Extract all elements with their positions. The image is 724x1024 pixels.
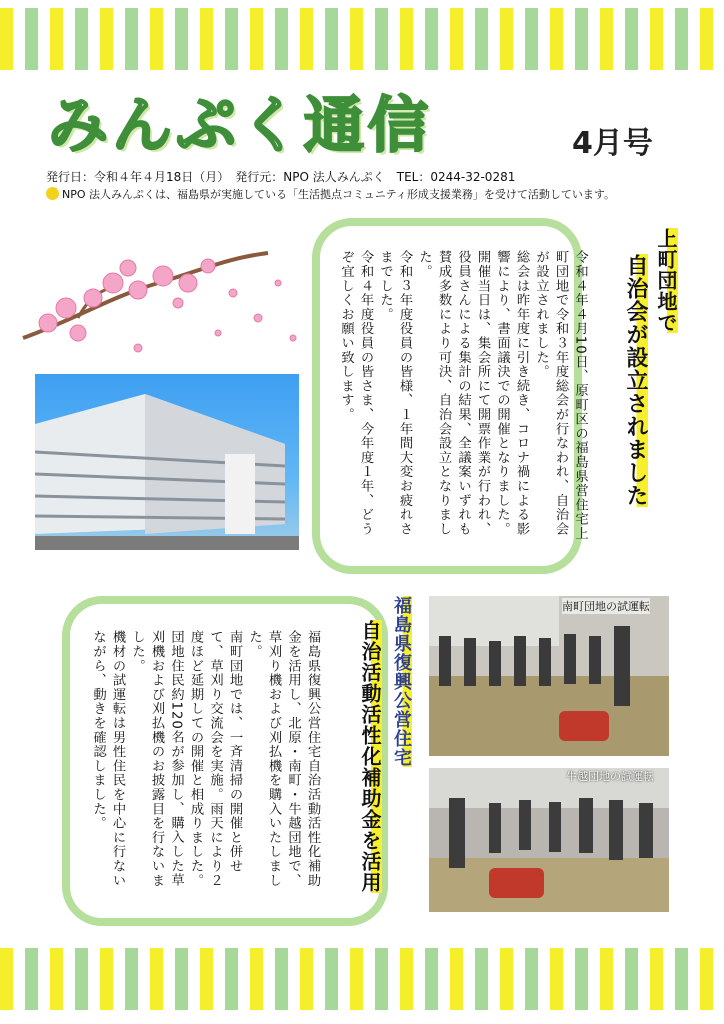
article1-title-line2: 自治会が設立されました — [623, 254, 648, 507]
paragraph: 総会は昨年度に引き続き、コロナ禍による影響により、書面議決での開催となりました。開催当日は、集会所にて開票作業が行われ、役員さんによる集計の結果、全議案いずれも賛成多数により可決、自治会設立となりました。 — [416, 250, 529, 536]
apartment-building-photo — [35, 374, 299, 550]
paragraph: 福島県復興公営住宅自治活動活性化補助金を活用し、北原・南町・牛越団地で、草刈り機および刈払機を購入いたしました。 — [246, 630, 320, 888]
paragraph: 令和４年度役員の皆さま、今年度１年、どうぞ宜しくお願い致します。 — [338, 250, 373, 536]
minamimachi-trial-photo — [429, 596, 669, 756]
photo-caption-ushi: 牛越団地の試運転 — [566, 770, 654, 783]
issue-label: 4月号 — [572, 126, 653, 161]
article2-body — [88, 630, 322, 898]
newsletter-title: みんぷく通信 — [48, 91, 432, 161]
top-stripe-border — [0, 8, 724, 70]
organization-note-text: NPO 法人みんぷくは、福島県が実施している「生活拠点コミュニティ形成支援業務」を受けて活動しています。 — [62, 188, 616, 201]
article2-title-line1: 福島県復興公営住宅 — [391, 596, 412, 767]
article1-body — [336, 250, 590, 550]
bottom-stripe-border — [0, 948, 724, 1010]
organization-note — [46, 186, 615, 202]
article1-title-line1: 上町団地で — [654, 228, 678, 333]
paragraph: 令和３年度役員の皆様、１年間大変お疲れさまでした。 — [377, 250, 412, 536]
paragraph: 南町団地では、一斉清掃の開催と併せて、草刈り交流会を実施。雨天により２度ほど延期しての開催と相成りました。団地住民約120名が参加し、購入した草刈機および刈払機のお披露目を行ないました。 — [129, 630, 242, 888]
article2-title-line2: 自治活動活性化補助金を活用 — [358, 620, 382, 893]
photo-caption-south: 南町団地の試運転 — [562, 600, 650, 613]
ushigoe-trial-photo — [429, 768, 669, 912]
paragraph: 機材の試運転は男性住民を中心に行ないながら、動きを確認しました。 — [90, 630, 125, 888]
cherry-blossom-illustration — [18, 238, 308, 368]
lightbulb-icon — [46, 187, 59, 200]
publication-info: 発行日：令和４年４月18日（月） 発行元：NPO 法人みんぷく TEL：0244-32-0281 — [46, 170, 516, 184]
paragraph: 令和４年４月10日、原町区の福島県営住宅上町団地で令和３年度総会が行なわれ、自治会が設立されました。 — [533, 250, 588, 541]
